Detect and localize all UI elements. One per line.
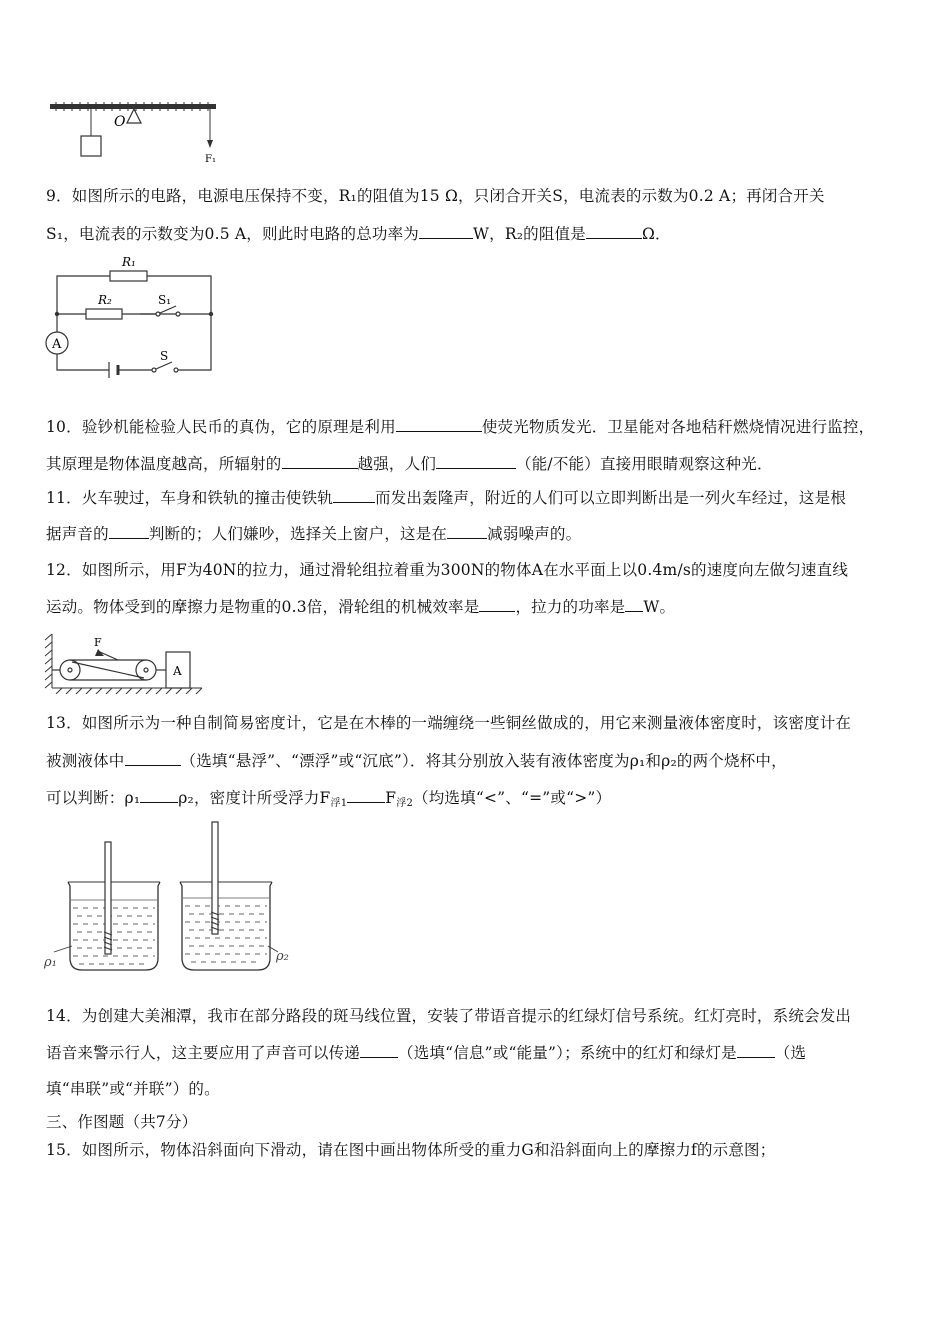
answer-blank[interactable] [419, 224, 473, 239]
pivot-label: O [114, 114, 126, 130]
answer-blank[interactable] [479, 597, 515, 612]
svg-text:ρ₁: ρ₁ [44, 955, 57, 970]
section-heading: 三、作图题（共7分） [46, 1113, 198, 1131]
svg-text:S₁: S₁ [158, 293, 172, 307]
fulcrum [127, 109, 141, 123]
switch-s [152, 362, 178, 372]
q9-line1: 9．如图所示的电路，电源电压保持不变，R₁的阻值为15 Ω，只闭合开关S，电流表的示数为0.2 A；再闭合开关 [46, 187, 825, 205]
q13-line3: 可以判断：ρ₁ ρ₂，密度计所受浮力$F_{浮1}$ $F_{浮2}$（均选填“<”、“=”或“>”） [46, 789, 612, 809]
lever-figure [44, 96, 224, 172]
svg-text:R₂: R₂ [98, 293, 112, 307]
answer-blank[interactable] [333, 488, 375, 503]
answer-blank[interactable] [360, 1043, 398, 1058]
answer-blank[interactable] [282, 454, 358, 469]
answer-blank[interactable] [140, 788, 178, 803]
q14-line2: 语音来警示行人，这主要应用了声音可以传递 （选填“信息”或“能量”）；系统中的红灯和绿灯是 （选 [46, 1044, 807, 1062]
q10-line2: 其原理是物体温度越高，所辐射的 越强，人们 （能/不能）直接用眼睛观察这种光． [46, 455, 773, 473]
q9-line2: S₁，电流表的示数变为0.5 A，则此时电路的总功率为 W，R₂的阻值是 Ω． [46, 225, 671, 243]
answer-blank[interactable] [125, 751, 181, 766]
answer-blank[interactable] [396, 417, 482, 432]
answer-blank[interactable] [447, 524, 487, 539]
svg-text:A: A [52, 337, 62, 352]
force-label: F₁ [205, 154, 216, 165]
pulley-figure [42, 632, 212, 694]
beaker-2 [180, 822, 289, 970]
q13-line1: 13．如图所示为一种自制简易密度计，它是在木棒的一端缠绕一些铜丝做成的，用它来测量液体密度时，该密度计在 [46, 714, 852, 732]
q13-line2: 被测液体中 （选填“悬浮”、“漂浮”或“沉底”）．将其分别放入装有液体密度为ρ₁和ρ₂的两个烧杯中， [46, 752, 787, 770]
q14-line3: 填“串联”或“并联”）的。 [46, 1080, 220, 1098]
svg-text:A: A [173, 664, 182, 678]
beaker-1 [43, 842, 160, 970]
q12-line1: 12．如图所示，用F为40N的拉力，通过滑轮组拉着重为300N的物体A在水平面上以0.4m/s的速度向左做匀速直线 [46, 561, 849, 579]
resistor-r1 [110, 271, 147, 281]
resistor-r2 [86, 309, 122, 319]
battery [109, 362, 118, 378]
answer-blank[interactable] [737, 1043, 775, 1058]
q15-line1: 15．如图所示，物体沿斜面向下滑动，请在图中画出物体所受的重力G和沿斜面向上的摩擦力f的示意图； [46, 1141, 776, 1159]
svg-text:S: S [160, 349, 169, 363]
svg-text:F: F [94, 636, 102, 649]
q11-line2: 据声音的 判断的；人们嫌吵，选择关上窗户，这是在 减弱噪声的。 [46, 525, 582, 543]
svg-text:R₁: R₁ [122, 255, 136, 269]
answer-blank[interactable] [436, 454, 516, 469]
answer-blank[interactable] [625, 597, 643, 612]
q12-line2: 运动。物体受到的摩擦力是物重的0.3倍，滑轮组的机械效率是 ，拉力的功率是 W。 [46, 598, 676, 616]
lever-bar [50, 104, 216, 109]
hanging-weight [81, 136, 101, 156]
circuit-figure [42, 252, 217, 382]
answer-blank[interactable] [109, 524, 149, 539]
answer-blank[interactable] [586, 224, 642, 239]
svg-text:ρ₂: ρ₂ [276, 949, 289, 964]
beakers-figure [42, 820, 302, 978]
answer-blank[interactable] [347, 788, 385, 803]
q14-line1: 14．为创建大美湘潭，我市在部分路段的斑马线位置，安装了带语音提示的红绿灯信号系统。红灯亮时，系统会发出 [46, 1007, 852, 1025]
ammeter [46, 332, 68, 354]
q11-line1: 11．火车驶过，车身和铁轨的撞击使铁轨 而发出轰隆声，附近的人们可以立即判断出是一列火车经过，这是根 [46, 489, 847, 507]
q10-line1: 10．验钞机能检验人民币的真伪，它的原理是利用 使荧光物质发光．卫星能对各地秸秆燃烧情况进行监控， [46, 418, 875, 436]
